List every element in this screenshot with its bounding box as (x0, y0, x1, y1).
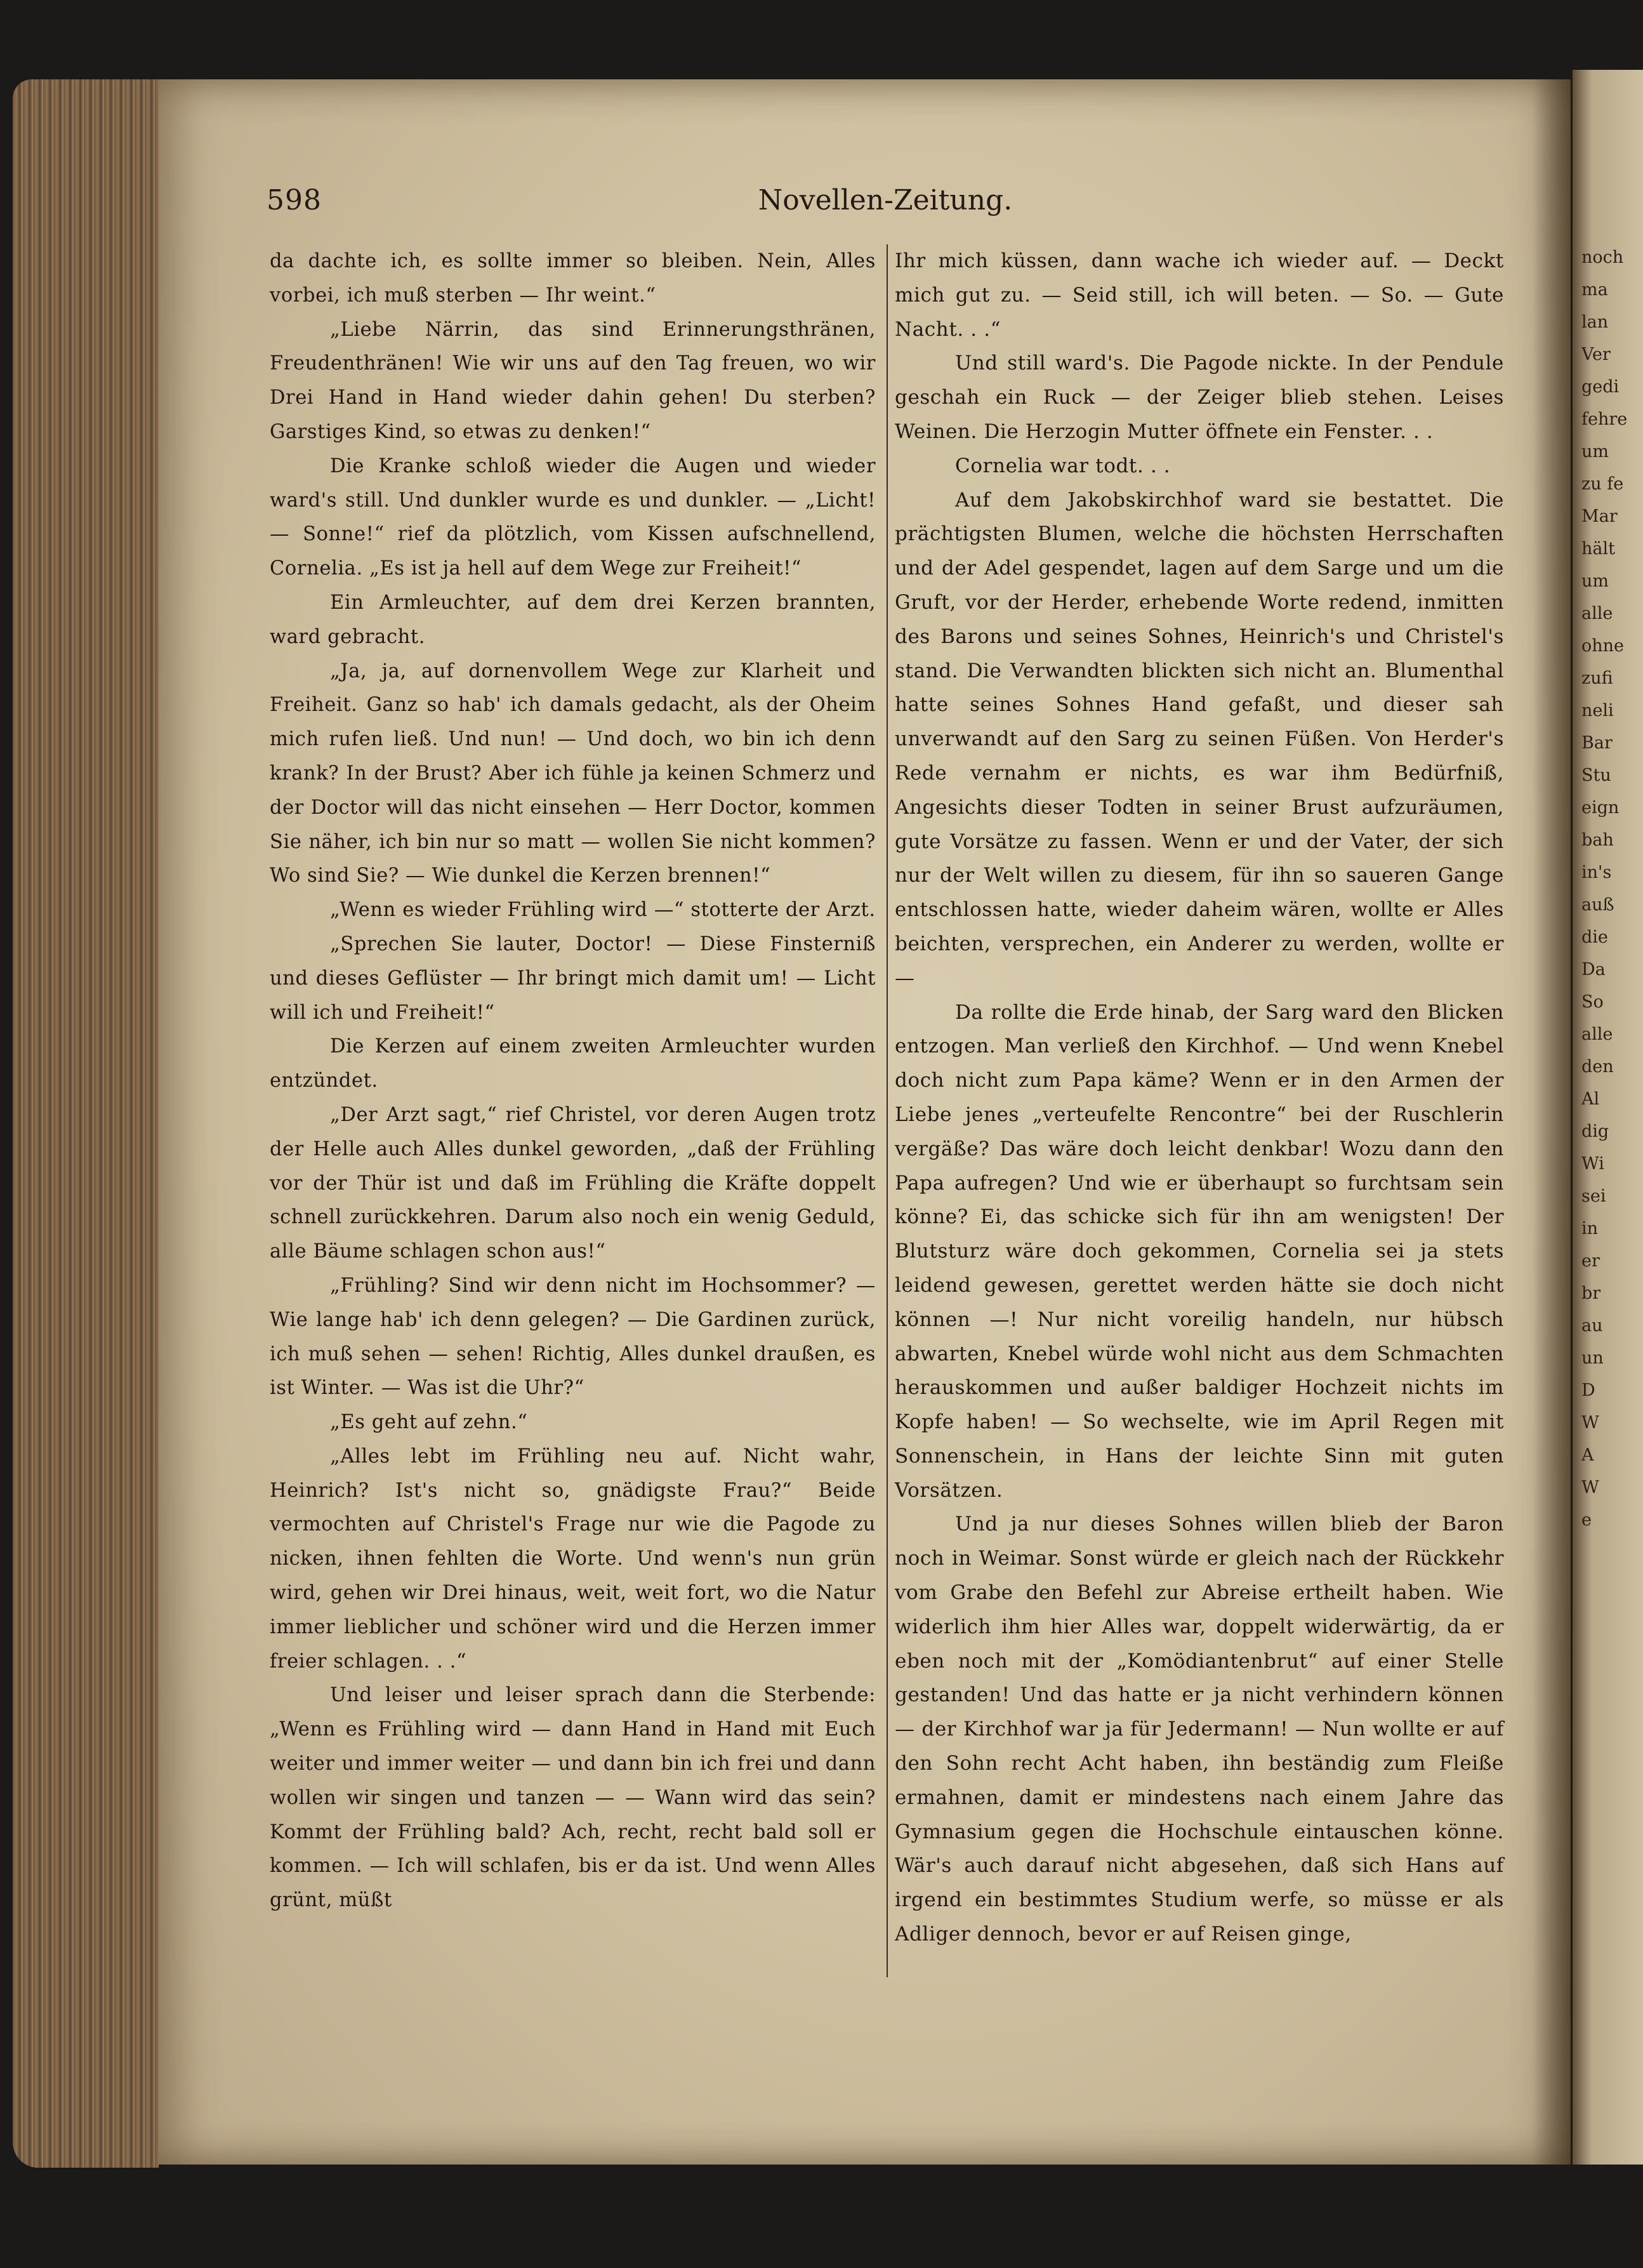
facing-page-fragment: alle (1581, 604, 1613, 623)
paragraph: da dachte ich, es sollte immer so bleiben. Nein, Alles vorbei, ich muß sterben — Ihr weint.“ (270, 250, 876, 307)
facing-page-fragment: in's (1581, 863, 1612, 882)
page-header (267, 184, 1504, 222)
text-column-left (270, 244, 876, 1918)
paragraph: Die Kranke schloß wieder die Augen und wieder ward's still. Und dunkler wurde es und dunkler. — „Licht! — Sonne!“ rief da plötzlich, vom Kissen aufschnellend, Cornelia. „Es ist ja hell auf dem Wege zur Freiheit!“ (270, 454, 876, 580)
paragraph: „Alles lebt im Frühling neu auf. Nicht wahr, Heinrich? Ist's nicht so, gnädigste Frau?“ Beide vermochten auf Christel's Frage nur wie die Pagode zu nicken, ihnen fehlten die Worte. Und wenn's nun grün wird, gehen wir Drei hinaus, weit, weit fort, wo die Natur immer lieblicher und schöner wird und die Herzen immer freier schlagen. . .“ (270, 1445, 876, 1673)
facing-page-fragment: e (1581, 1510, 1592, 1530)
facing-page-fragment: hält (1581, 539, 1615, 559)
facing-page-fragment: eign (1581, 798, 1620, 818)
facing-page-fragment: lan (1581, 312, 1609, 332)
facing-page-text-fragments (1581, 241, 1639, 1536)
facing-page-fragment: So (1581, 992, 1604, 1012)
paragraph: „Ja, ja, auf dornenvollem Wege zur Klarheit und Freiheit. Ganz so hab' ich damals gedacht, als der Oheim mich rufen ließ. Und nun! — Und doch, wo bin ich denn krank? In der Brust? Aber ich fühle ja keinen Schmerz und der Doctor will das nicht einsehen — Herr Doctor, kommen Sie näher, ich bin nur so matt — wollen Sie nicht kommen? Wo sind Sie? — Wie dunkel die Kerzen brennen!“ (270, 660, 876, 887)
paragraph: Die Kerzen auf einem zweiten Armleuchter wurden entzündet. (270, 1035, 876, 1092)
paragraph: Und still ward's. Die Pagode nickte. In der Pendule geschah ein Ruck — der Zeiger blieb stehen. Leises Weinen. Die Herzogin Mutter öffnete ein Fenster. . . (895, 352, 1504, 443)
facing-page-fragment: W (1581, 1478, 1599, 1497)
facing-page-fragment: auß (1581, 895, 1614, 915)
facing-page-fragment: in (1581, 1219, 1599, 1238)
facing-page-fragment: bah (1581, 830, 1614, 850)
facing-page-fragment: au (1581, 1316, 1603, 1336)
text-column-right (895, 244, 1504, 1952)
paragraph: Da rollte die Erde hinab, der Sarg ward den Blicken entzogen. Man verließ den Kirchhof. — Und wenn Knebel doch nicht zum Papa käme? Wenn er in den Armen der Liebe jenes „verteufelte Rencontre“ bei der Ruschlerin vergäße? Das wäre doch leicht denkbar! Wozu dann den Papa aufregen? Und wie er überhaupt so furchtsam sein könne? Ei, das schicke sich für ihn am wenigsten! Der Blutsturz wäre doch gekommen, Cornelia sei ja stets leidend gewesen, gerettet werden hätte sie doch nicht können —! Nur nicht voreilig handeln, nur hübsch abwarten, Knebel würde wohl nicht aus dem Schmachten herauskommen und außer baldiger Hochzeit nichts im Kopfe haben! — So wechselte, wie im April Regen mit Sonnenschein, in Hans der leichte Sinn mit guten Vorsätzen. (895, 1000, 1504, 1502)
paragraph: Und leiser und leiser sprach dann die Sterbende: „Wenn es Frühling wird — dann Hand in Hand mit Euch weiter und immer weiter — und dann bin ich frei und dann wollen wir singen und tanzen — — Wann wird das sein? Kommt der Frühling bald? Ach, recht, recht bald soll er kommen. — Ich will schlafen, bis er da ist. Und wenn Alles grünt, müßt (270, 1684, 876, 1912)
paragraph: Und ja nur dieses Sohnes willen blieb der Baron noch in Weimar. Sonst würde er gleich nach der Rückkehr vom Grabe den Befehl zur Abreise ertheilt haben. Wie widerlich ihm hier Alles war, doppelt widerwärtig, da er eben noch mit der „Komödiantenbrut“ auf einer Stelle gestanden! Und das hatte er ja nicht verhindern können — der Kirchhof war ja für Jedermann! — Nun wollte er auf den Sohn recht Acht haben, ihn beständig zum Fleiße ermahnen, damit er mindestens nach einem Jahre das Gymnasium gegen die Hochschule eintauschen könne. Wär's auch darauf nicht abgesehen, daß sich Hans auf irgend ein bestimmtes Studium werfe, so müsse er als Adliger dennoch, bevor er auf Reisen ginge, (895, 1513, 1504, 1946)
facing-page-fragment: noch (1581, 248, 1624, 267)
facing-page-fragment: A (1581, 1445, 1594, 1465)
facing-page-edge (1573, 70, 1643, 2165)
column-divider (887, 244, 888, 1977)
facing-page-fragment: D (1581, 1381, 1595, 1400)
facing-page-fragment: un (1581, 1348, 1604, 1368)
paragraph: „Es geht auf zehn.“ (330, 1411, 528, 1434)
paragraph: „Sprechen Sie lauter, Doctor! — Diese Finsterniß und dieses Geflüster — Ihr bringt mich damit um! — Licht will ich und Freiheit!“ (270, 932, 876, 1024)
facing-page-fragment: W (1581, 1413, 1599, 1433)
facing-page-fragment: Stu (1581, 766, 1611, 785)
paragraph: „Wenn es wieder Frühling wird —“ stotterte der Arzt. (330, 899, 876, 922)
facing-page-fragment: fehre (1581, 409, 1628, 429)
facing-page-fragment: zu fe (1581, 474, 1624, 494)
facing-page-fragment: er (1581, 1251, 1600, 1271)
facing-page-fragment: Da (1581, 960, 1606, 979)
paragraph: Auf dem Jakobskirchhof ward sie bestattet. Die prächtigsten Blumen, welche die höchsten Herrschaften und der Adel gespendet, lagen auf dem Sarge und um die Gruft, vor der Herder, erhebende Worte redend, inmitten des Barons und seines Sohnes, Heinrich's und Christel's stand. Die Verwandten blickten sich nicht an. Blumenthal hatte seines Sohnes Hand gefaßt, und dieser sah unverwandt auf den Sarg zu seinen Füßen. Von Herder's Rede vernahm er nichts, es war ihm Bedürfniß, Angesichts dieser Todten in seiner Brust aufzuräumen, gute Vorsätze zu fassen. Wenn er und der Vater, der sich nur der Welt willen zu diesem, für ihn so saueren Gange entschlossen hatte, wieder daheim wären, wollte er Alles beichten, versprechen, ein Anderer zu werden, wollte er — (895, 488, 1504, 990)
facing-page-fragment: gedi (1581, 377, 1620, 397)
facing-page-fragment: Ver (1581, 345, 1611, 364)
facing-page-fragment: dig (1581, 1122, 1609, 1141)
page-number: 598 (267, 184, 322, 216)
facing-page-fragment: Bar (1581, 733, 1613, 753)
facing-page-fragment: zufi (1581, 668, 1613, 688)
paragraph: „Der Arzt sagt,“ rief Christel, vor deren Augen trotz der Helle auch Alles dunkel geworden, „daß der Frühling vor der Thür ist und daß im Frühling die Kräfte doppelt schnell zurückkehren. Darum also noch ein wenig Geduld, alle Bäume schlagen schon aus!“ (270, 1103, 876, 1263)
facing-page-fragment: den (1581, 1057, 1614, 1077)
book-page-edges (13, 79, 159, 2168)
facing-page-fragment: Al (1581, 1089, 1600, 1109)
facing-page-fragment: sei (1581, 1186, 1606, 1206)
facing-page-fragment: alle (1581, 1025, 1613, 1044)
facing-page-fragment: um (1581, 571, 1609, 591)
paragraph: „Frühling? Sind wir denn nicht im Hochsommer? — Wie lange hab' ich denn gelegen? — Die Gardinen zurück, ich muß sehen — sehen! Richtig, Alles dunkel draußen, es ist Winter. — Was ist die Uhr?“ (270, 1274, 876, 1400)
facing-page-fragment: um (1581, 442, 1609, 461)
facing-page-fragment: die (1581, 927, 1608, 947)
paragraph: Cornelia war todt. . . (955, 454, 1171, 477)
paragraph: Ihr mich küssen, dann wache ich wieder auf. — Deckt mich gut zu. — Seid still, ich will beten. — So. — Gute Nacht. . .“ (895, 249, 1504, 341)
paragraph: Ein Armleuchter, auf dem drei Kerzen brannten, ward gebracht. (270, 591, 876, 648)
facing-page-fragment: br (1581, 1283, 1601, 1303)
facing-page-fragment: Wi (1581, 1154, 1604, 1174)
facing-page-fragment: Mar (1581, 507, 1618, 526)
facing-page-fragment: ma (1581, 280, 1608, 300)
running-title: Novellen-Zeitung. (758, 184, 1013, 216)
facing-page-fragment: ohne (1581, 636, 1625, 656)
paragraph: „Liebe Närrin, das sind Erinnerungsthränen, Freudenthränen! Wie wir uns auf den Tag freuen, wo wir Drei Hand in Hand wieder dahin gehen! Du sterben? Garstiges Kind, so etwas zu denken!“ (270, 318, 876, 443)
facing-page-fragment: neli (1581, 701, 1614, 720)
page-gutter-shadow (1533, 79, 1571, 2165)
